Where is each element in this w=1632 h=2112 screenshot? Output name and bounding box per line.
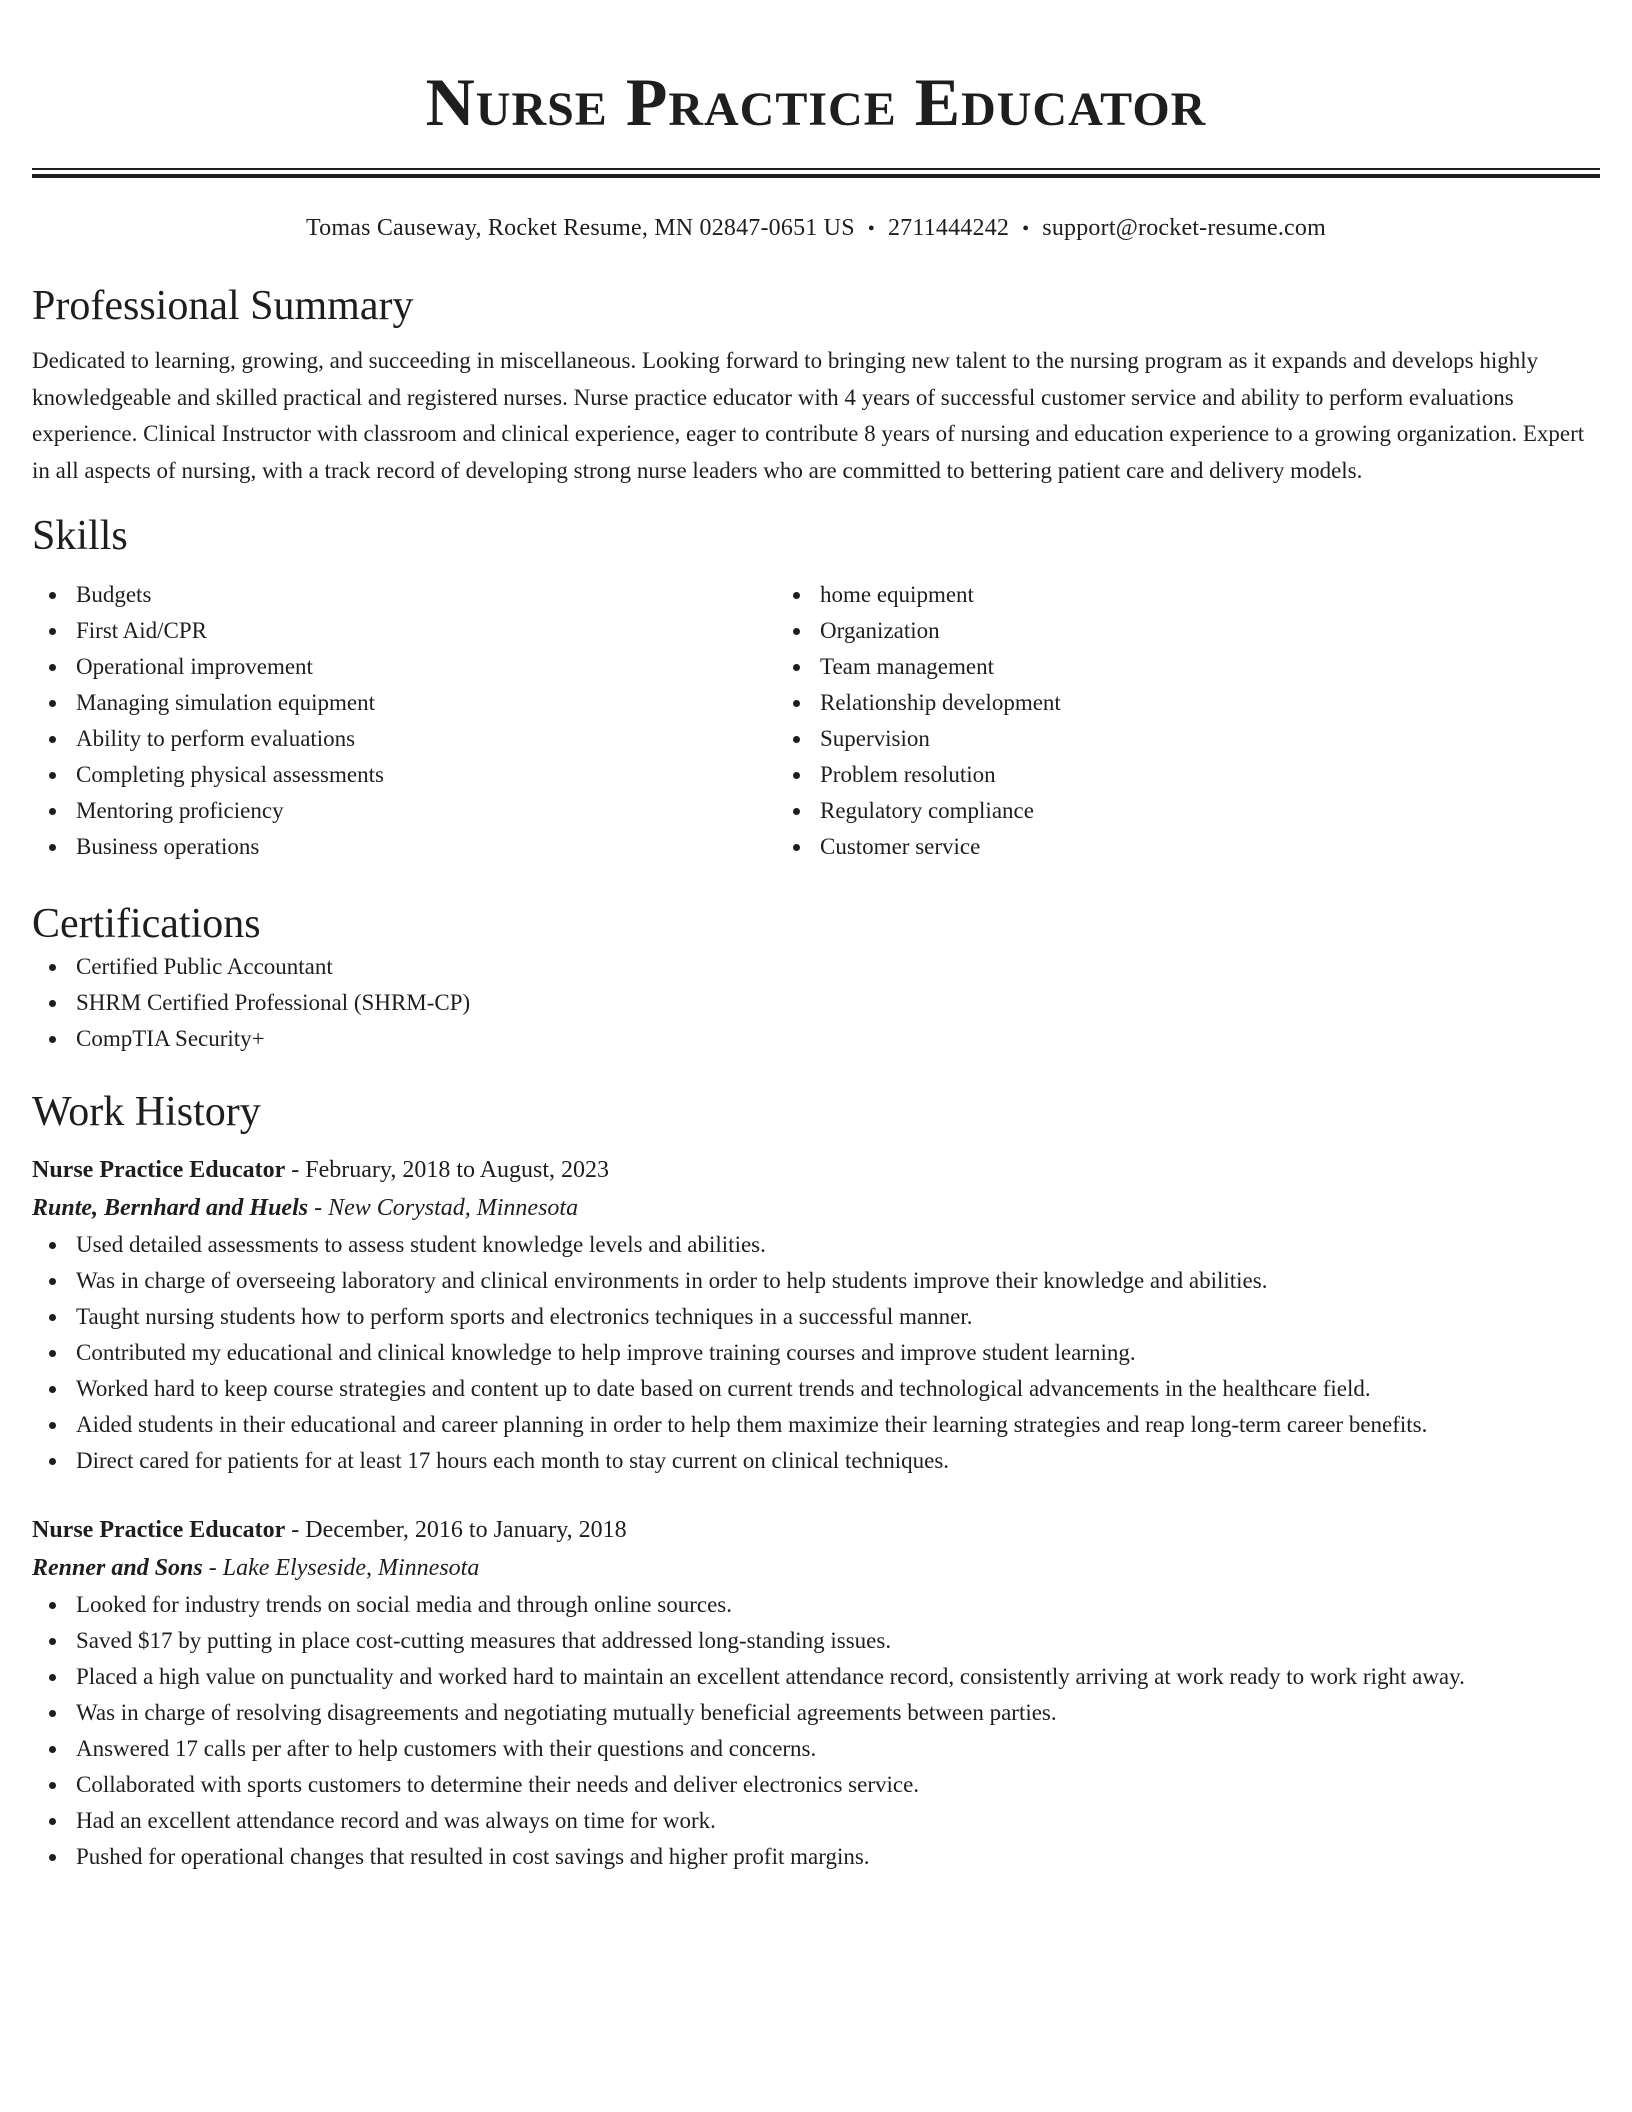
- skill-item: Team management: [776, 649, 1520, 685]
- header-divider: [32, 168, 1600, 178]
- skill-item: Budgets: [32, 577, 776, 613]
- work-history-heading: Work History: [32, 1089, 261, 1135]
- skill-item: Organization: [776, 613, 1520, 649]
- certification-item: SHRM Certified Professional (SHRM-CP): [32, 985, 1600, 1021]
- skill-item: Completing physical assessments: [32, 757, 776, 793]
- skill-item: Operational improvement: [32, 649, 776, 685]
- certification-item: Certified Public Accountant: [32, 949, 1600, 985]
- job-header: [32, 1151, 1600, 1189]
- job-company-line: [32, 1549, 1600, 1587]
- job-header: [32, 1511, 1600, 1549]
- job-duty-item: Had an excellent attendance record and was always on time for work.: [32, 1803, 1600, 1839]
- contact-separator: •: [867, 218, 875, 240]
- job-duty-item: Pushed for operational changes that resulted in cost savings and higher profit margins.: [32, 1839, 1600, 1875]
- job-location: New Corystad, Minnesota: [328, 1195, 579, 1221]
- summary-heading: Professional Summary: [32, 283, 414, 329]
- summary-text: Dedicated to learning, growing, and succeeding in miscellaneous. Looking forward to bringing new talent to the nursing program as it expands and develops highly knowledgeable and skilled practical and registered nurses. Nurse practice educator with 4 years of successful customer service and ability to perform evaluations experience. Clinical Instructor with classroom and clinical experience, eager to contribute 8 years of nursing and education experience to a growing organization. Expert in all aspects of nursing, with a track record of developing strong nurse leaders who are committed to bettering patient care and delivery models.: [32, 348, 1585, 483]
- skill-item: Regulatory compliance: [776, 793, 1520, 829]
- job-dash: -: [285, 1517, 306, 1543]
- skill-item: Managing simulation equipment: [32, 685, 776, 721]
- job-duties-list: [32, 1227, 1600, 1479]
- job-duty-item: Used detailed assessments to assess student knowledge levels and abilities.: [32, 1227, 1600, 1263]
- job-role: Nurse Practice Educator: [32, 1157, 286, 1183]
- job-company-line: [32, 1189, 1600, 1227]
- skills-columns: [32, 577, 1600, 865]
- job-entry: [32, 1151, 1600, 1479]
- job-dates: December, 2016 to January, 2018: [305, 1517, 627, 1543]
- job-dash: -: [308, 1195, 329, 1221]
- job-company: Runte, Bernhard and Huels: [32, 1195, 309, 1221]
- skill-item: Problem resolution: [776, 757, 1520, 793]
- skill-item: Supervision: [776, 721, 1520, 757]
- job-duty-item: Aided students in their educational and career planning in order to help them maximize their learning strategies and reap long-term career benefits.: [32, 1407, 1600, 1443]
- skill-item: Business operations: [32, 829, 776, 865]
- job-duty-item: Placed a high value on punctuality and worked hard to maintain an excellent attendance record, consistently arriving at work ready to work right away.: [32, 1659, 1600, 1695]
- job-location: Lake Elyseside, Minnesota: [222, 1555, 480, 1581]
- skill-item: home equipment: [776, 577, 1520, 613]
- job-duty-item: Collaborated with sports customers to determine their needs and deliver electronics service.: [32, 1767, 1600, 1803]
- job-duty-item: Saved $17 by putting in place cost-cutting measures that addressed long-standing issues.: [32, 1623, 1600, 1659]
- skill-item: Customer service: [776, 829, 1520, 865]
- job-duty-item: Contributed my educational and clinical knowledge to help improve training courses and improve student learning.: [32, 1335, 1600, 1371]
- contact-separator: •: [1022, 218, 1030, 240]
- contact-email: support@rocket-resume.com: [1042, 215, 1326, 241]
- skills-list-right: [776, 577, 1520, 865]
- certifications-list: [32, 949, 1600, 1057]
- job-entry: [32, 1511, 1600, 1875]
- job-duty-item: Worked hard to keep course strategies and content up to date based on current trends and technological advancements in the healthcare field.: [32, 1371, 1600, 1407]
- resume-name: Nurse Practice Educator: [425, 64, 1207, 140]
- resume-page: [32, 0, 1600, 1875]
- skills-list-left: [32, 577, 776, 865]
- skill-item: First Aid/CPR: [32, 613, 776, 649]
- contact-address: Tomas Causeway, Rocket Resume, MN 02847-0651 US: [306, 215, 855, 241]
- job-duty-item: Looked for industry trends on social media and through online sources.: [32, 1587, 1600, 1623]
- certifications-heading: Certifications: [32, 901, 261, 947]
- skill-item: Relationship development: [776, 685, 1520, 721]
- job-duty-item: Was in charge of overseeing laboratory and clinical environments in order to help students improve their knowledge and abilities.: [32, 1263, 1600, 1299]
- job-dash: -: [202, 1555, 223, 1581]
- job-role: Nurse Practice Educator: [32, 1517, 286, 1543]
- skill-item: Mentoring proficiency: [32, 793, 776, 829]
- contact-line: [32, 212, 1600, 245]
- contact-phone: 2711444242: [887, 215, 1010, 241]
- job-duty-item: Direct cared for patients for at least 17 hours each month to stay current on clinical techniques.: [32, 1443, 1600, 1479]
- certification-item: CompTIA Security+: [32, 1021, 1600, 1057]
- job-duties-list: [32, 1587, 1600, 1875]
- job-company: Renner and Sons: [32, 1555, 203, 1581]
- job-duty-item: Answered 17 calls per after to help customers with their questions and concerns.: [32, 1731, 1600, 1767]
- job-dash: -: [285, 1157, 306, 1183]
- job-duty-item: Taught nursing students how to perform sports and electronics techniques in a successful manner.: [32, 1299, 1600, 1335]
- skill-item: Ability to perform evaluations: [32, 721, 776, 757]
- skills-heading: Skills: [32, 513, 128, 559]
- job-dates: February, 2018 to August, 2023: [305, 1157, 610, 1183]
- job-duty-item: Was in charge of resolving disagreements and negotiating mutually beneficial agreements between parties.: [32, 1695, 1600, 1731]
